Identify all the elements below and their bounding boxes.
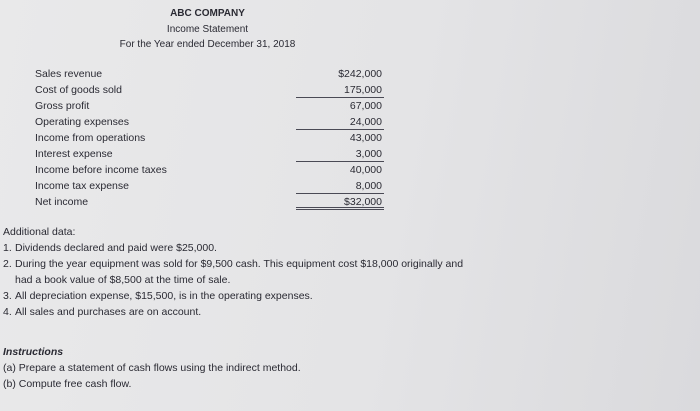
statement-header: [100, 6, 315, 53]
line-item-labels: [35, 66, 167, 210]
company-name: ABC COMPANY: [170, 8, 245, 19]
instruction-item: (a) Prepare a statement of cash flows using the indirect method.: [3, 362, 301, 374]
note-text: All depreciation expense, $15,500, is in the operating expenses.: [15, 290, 313, 302]
line-label-sales-revenue: Sales revenue: [35, 68, 103, 80]
line-label-interest-expense: Interest expense: [35, 148, 113, 160]
line-item-amounts: [296, 66, 384, 210]
amount-gross-profit: 67,000: [349, 100, 382, 112]
note-text: All sales and purchases are on account.: [15, 306, 202, 318]
additional-data-title: Additional data:: [3, 226, 76, 238]
additional-note: [3, 240, 475, 256]
instruction-item: (b) Compute free cash flow.: [3, 378, 132, 390]
note-number: 2.: [3, 258, 12, 270]
note-number: 3.: [3, 290, 12, 302]
amount-net-income: $32,000: [296, 194, 384, 210]
statement-title: Income Statement: [166, 23, 249, 35]
instructions-section: [3, 344, 301, 392]
amount-cost-of-goods-sold: 175,000: [296, 82, 384, 98]
additional-note: [3, 288, 475, 304]
additional-data-section: [3, 224, 475, 320]
note-number: 1.: [3, 242, 12, 254]
note-number: 4.: [3, 306, 12, 318]
instructions-title: Instructions: [3, 346, 64, 358]
statement-period: For the Year ended December 31, 2018: [119, 39, 296, 50]
line-label-income-from-operations: Income from operations: [35, 132, 146, 144]
amount-income-before-taxes: 40,000: [349, 164, 382, 176]
amount-operating-expenses: 24,000: [296, 114, 384, 130]
line-label-cost-of-goods-sold: Cost of goods sold: [35, 84, 122, 96]
note-text: During the year equipment was sold for $9,500 cash. This equipment cost $18,000 originally and had a book value of $8,500 at the time of sale.: [15, 258, 464, 286]
line-label-income-tax-expense: Income tax expense: [35, 180, 129, 192]
amount-income-from-operations: 43,000: [349, 132, 382, 144]
additional-note: [3, 256, 475, 288]
amount-sales-revenue: $242,000: [338, 68, 382, 80]
note-text: Dividends declared and paid were $25,000.: [15, 242, 217, 254]
line-label-net-income: Net income: [35, 196, 89, 208]
line-label-gross-profit: Gross profit: [35, 100, 90, 112]
additional-note: [3, 304, 475, 320]
line-label-operating-expenses: Operating expenses: [35, 116, 129, 128]
amount-income-tax-expense: 8,000: [296, 178, 384, 194]
amount-interest-expense: 3,000: [296, 146, 384, 162]
line-label-income-before-taxes: Income before income taxes: [35, 164, 167, 176]
